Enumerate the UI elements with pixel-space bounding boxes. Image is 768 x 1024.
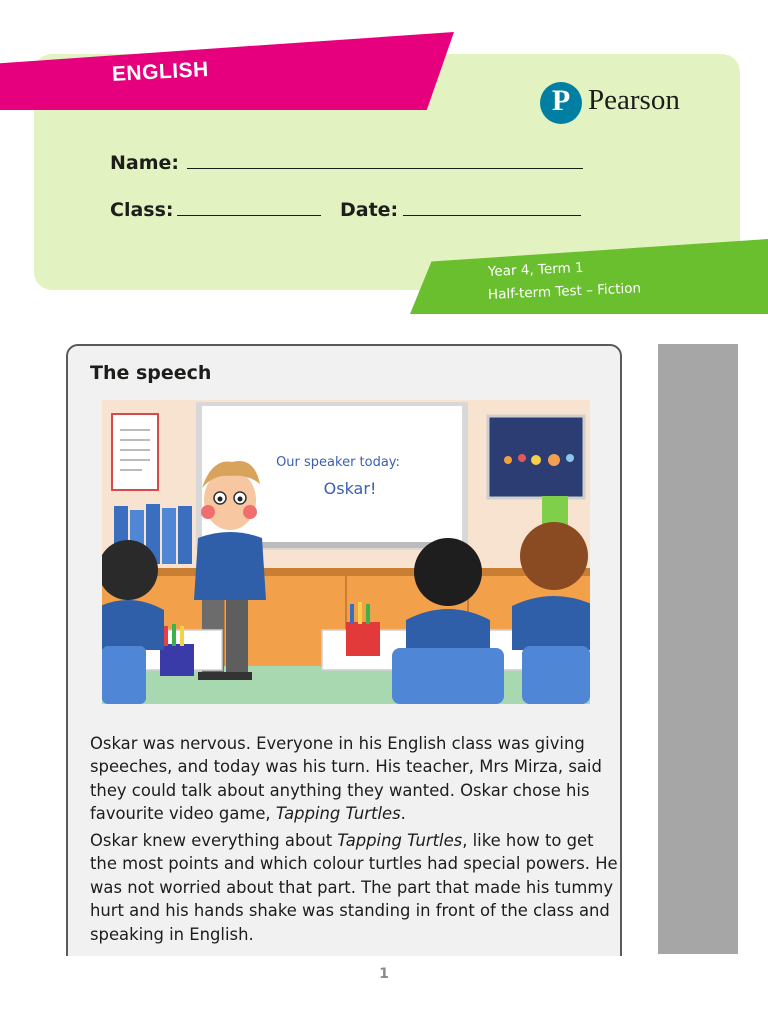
page-number: 1 <box>379 966 389 982</box>
subject-banner <box>0 32 454 110</box>
paragraph-text: Oskar knew everything about <box>90 831 338 850</box>
name-label: Name: <box>110 152 180 174</box>
game-title: Tapping Turtles <box>275 804 401 824</box>
passage-paragraph-1 <box>90 732 618 826</box>
subject-title: ENGLISH <box>111 57 210 86</box>
paragraph-text: . <box>400 804 406 824</box>
classroom-illustration <box>102 400 590 704</box>
test-type: Half-term Test – Fiction <box>487 280 642 303</box>
class-label: Class: <box>110 199 174 221</box>
game-title: Tapping Turtles <box>337 831 463 850</box>
passage-title: The speech <box>90 362 212 384</box>
passage-paragraph-2 <box>90 829 618 946</box>
date-field[interactable] <box>403 215 581 216</box>
pearson-logo <box>540 82 700 126</box>
date-label: Date: <box>340 199 399 221</box>
whiteboard-line-1: Our speaker today: <box>276 455 400 470</box>
test-year-term: Year 4, Term 1 <box>487 259 584 280</box>
logo-wordmark: Pearson <box>588 84 680 116</box>
whiteboard-line-2: Oskar! <box>323 479 377 498</box>
pearson-logo-icon <box>540 82 582 124</box>
paragraph-text: Oskar was nervous. Everyone in his English class was giving speeches, and today was his turn. His teacher, Mrs Mirza, said they could talk about anything they wanted. Oskar chose his favourite video game, <box>90 734 602 824</box>
margin-strip <box>658 344 738 954</box>
paragraph-text: , like how to get the most points and which colour turtles had special powers. He was not worried about that part. The part that made his tummy hurt and his hands shake was standing in front of the class and speaking in English. <box>90 831 618 944</box>
name-field[interactable] <box>187 168 583 169</box>
class-field[interactable] <box>177 215 321 216</box>
logo-mark: P <box>551 84 571 117</box>
